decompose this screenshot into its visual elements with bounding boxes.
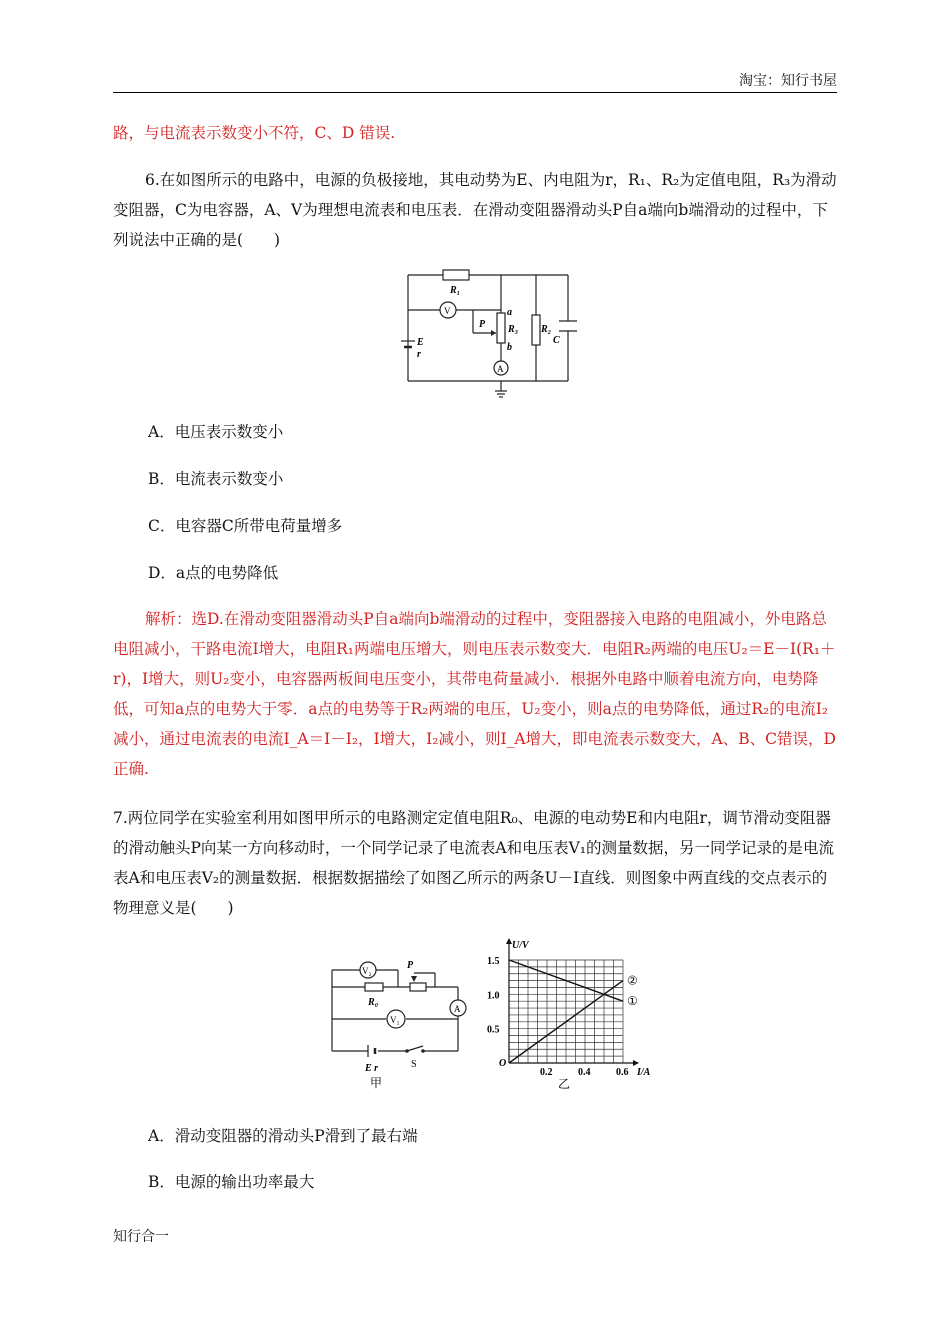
q7-stem: 7.两位同学在实验室利用如图甲所示的电路测定定值电阻R₀、电源的电动势E和内电阻r，调节滑动变阻器的滑动触头P向某一方向移动时，一个同学记录了电流表A和电压表V₁的测量数据，另一同学记录的是电流表A和电压表V₂的测量数据．根据数据描绘了如图乙所示的两条U－I直线．则图象中两直线的交点表示的物理意义是( ) — [113, 809, 835, 917]
q6-circuit-diagram — [395, 265, 590, 400]
v1-label: V₁ — [390, 1015, 400, 1025]
q7-option-a: A．滑动变阻器的滑动头P滑到了最右端 — [148, 1127, 418, 1145]
y-tick-label: 1.0 — [487, 990, 500, 1002]
q6-option-a: A．电压表示数变小 — [148, 423, 284, 441]
slider-p-label: P — [479, 319, 486, 330]
q6-option-c: C．电容器C所带电荷量增多 — [148, 517, 343, 535]
q6-analysis: 解析：选D.在滑动变阻器滑动头P自a端向b端滑动的过程中，变阻器接入电路的电阻减小，外电路总电阻减小，干路电流I增大，电阻R₁两端电压增大，则电压表示数变大．电阻R₂两端的电压U₂＝E－I(R₁＋r)，I增大，则U₂变小，电容器两板间电压变小，其带电荷量减小．根据外电路中顺着电流方向，电势降低，可知a点的电势大于零．a点的电势等于R₂两端的电压，U₂变小，则a点的电势降低，通过R₂的电流I₂减小，通过电流表的电流I_A＝I－I₂，I增大，I₂减小，则I_A增大，即电流表示数变大，A、B、C错误，D正确. — [113, 610, 836, 778]
y-axis-label: U/V — [512, 940, 529, 951]
switch-s-label: S — [411, 1059, 417, 1070]
internal-r-label: r — [417, 349, 421, 360]
q6-stem: 6.在如图所示的电路中，电源的负极接地，其电动势为E、内电阻为r，R₁、R₂为定值电阻，R₃为滑动变阻器，C为电容器，A、V为理想电流表和电压表．在滑动变阻器滑动头P自a端向b端滑动的过程中，下列说法中正确的是( ) — [113, 171, 837, 249]
emf-label: E — [417, 337, 424, 348]
y-tick-label: 0.5 — [487, 1024, 500, 1036]
q6-option-b: B．电流表示数变小 — [148, 470, 284, 488]
r2-label: R₂ — [541, 324, 552, 335]
q7-option-b: B．电源的输出功率最大 — [148, 1173, 315, 1191]
voltmeter-label: V — [444, 306, 451, 316]
slider-p-label: P — [407, 960, 414, 971]
ammeter-a-label: A — [454, 1004, 461, 1014]
q6-option-d: D．a点的电势降低 — [148, 564, 279, 582]
terminal-b-label: b — [507, 342, 512, 353]
footer-text: 知行合一 — [113, 1229, 169, 1245]
terminal-a-label: a — [507, 307, 512, 318]
emf-r-label: E r — [365, 1063, 379, 1074]
x-tick-label: 0.4 — [578, 1067, 591, 1078]
q7-circuit-jia — [320, 955, 480, 1090]
v2-label: V₂ — [362, 966, 372, 976]
caption-jia: 甲 — [370, 1076, 383, 1090]
header-rule — [113, 92, 837, 93]
ammeter-label: A — [497, 364, 504, 374]
q7-ui-chart — [480, 935, 660, 1095]
r1-label: R₁ — [450, 285, 461, 296]
x-tick-label: 0.2 — [540, 1067, 553, 1078]
previous-analysis-tail: 路，与电流表示数变小不符，C、D 错误. — [113, 124, 396, 142]
x-tick-label: 0.6 — [616, 1067, 629, 1078]
x-axis-label: I/A — [637, 1067, 651, 1078]
r3-label: R₃ — [508, 324, 519, 335]
header-brand: 淘宝：知行书屋 — [739, 73, 837, 89]
r0-label: R₀ — [368, 997, 379, 1008]
chart-caption: 乙 — [558, 1077, 571, 1091]
y-tick-label: 1.5 — [487, 956, 500, 967]
series-label: ① — [627, 994, 638, 1009]
origin-label: O — [499, 1058, 507, 1069]
x-axis-arrow — [633, 1060, 639, 1066]
series-label: ② — [627, 973, 638, 988]
capacitor-label: C — [553, 335, 560, 346]
